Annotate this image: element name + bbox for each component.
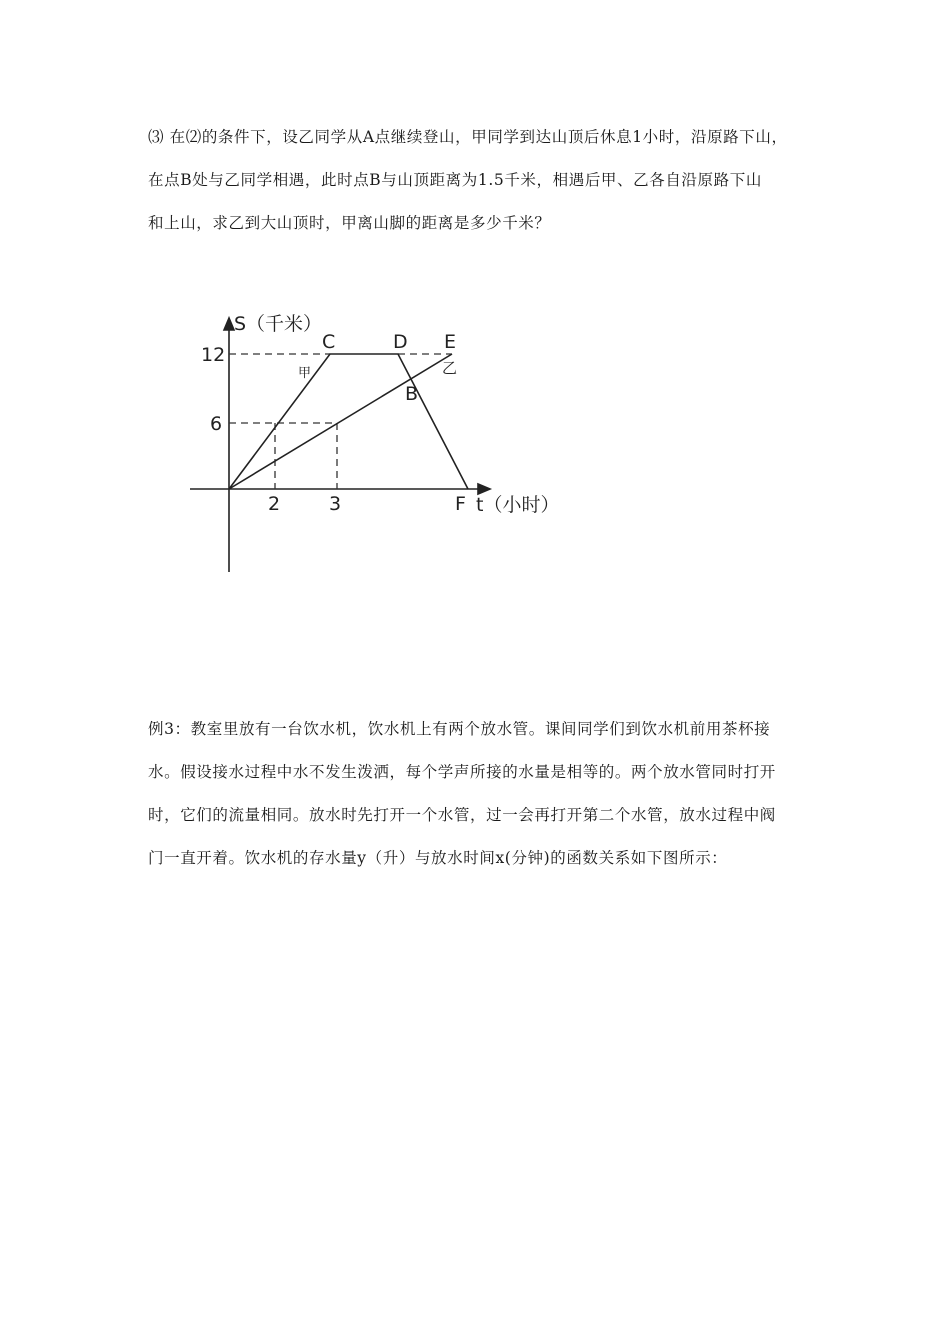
y-tick-12: 12 [201,344,226,366]
y-axis-label: S（千米） [234,313,323,335]
point-label-b: B [405,383,419,405]
y-tick-6: 6 [210,413,223,435]
question-3-line-1: ⑶ 在⑵的条件下，设乙同学从A点继续登山，甲同学到达山顶后休息1小时，沿原路下山， [148,128,788,146]
line-jia [229,354,468,489]
x-axis-label: t（小时） [476,494,560,516]
point-label-d: D [393,331,408,353]
point-label-f: F [455,493,466,515]
x-tick-3: 3 [329,493,342,515]
example-3-line-4: 门一直开着。饮水机的存水量y（升）与放水时间x(分钟)的函数关系如下图所示： [148,849,728,867]
line-label-jia: 甲 [298,366,312,381]
line-label-yi: 乙 [442,359,458,377]
example-3-line-2: 水。假设接水过程中水不发生泼洒，每个学声所接的水量是相等的。两个放水管同时打开 [148,763,776,781]
y-axis-arrow [224,318,234,330]
point-label-c: C [322,331,336,353]
data-lines [229,354,468,489]
x-tick-2: 2 [268,493,281,515]
x-axis-arrow [478,484,490,494]
question-3-line-3: 和上山，求乙到大山顶时，甲离山脚的距离是多少千米？ [148,214,551,232]
question-3-text [148,116,808,245]
example-3-line-3: 时，它们的流量相同。放水时先打开一个水管，过一会再打开第二个水管，放水过程中阀 [148,806,776,824]
line-yi [229,354,452,489]
point-label-e: E [444,331,457,353]
example-3-text [148,708,808,880]
question-3-line-2: 在点B处与乙同学相遇，此时点B与山顶距离为1.5千米，相遇后甲、乙各自沿原路下山 [148,171,762,189]
example-3-line-1: 例3：教室里放有一台饮水机，饮水机上有两个放水管。课间同学们到饮水机前用茶杯接 [148,720,771,738]
